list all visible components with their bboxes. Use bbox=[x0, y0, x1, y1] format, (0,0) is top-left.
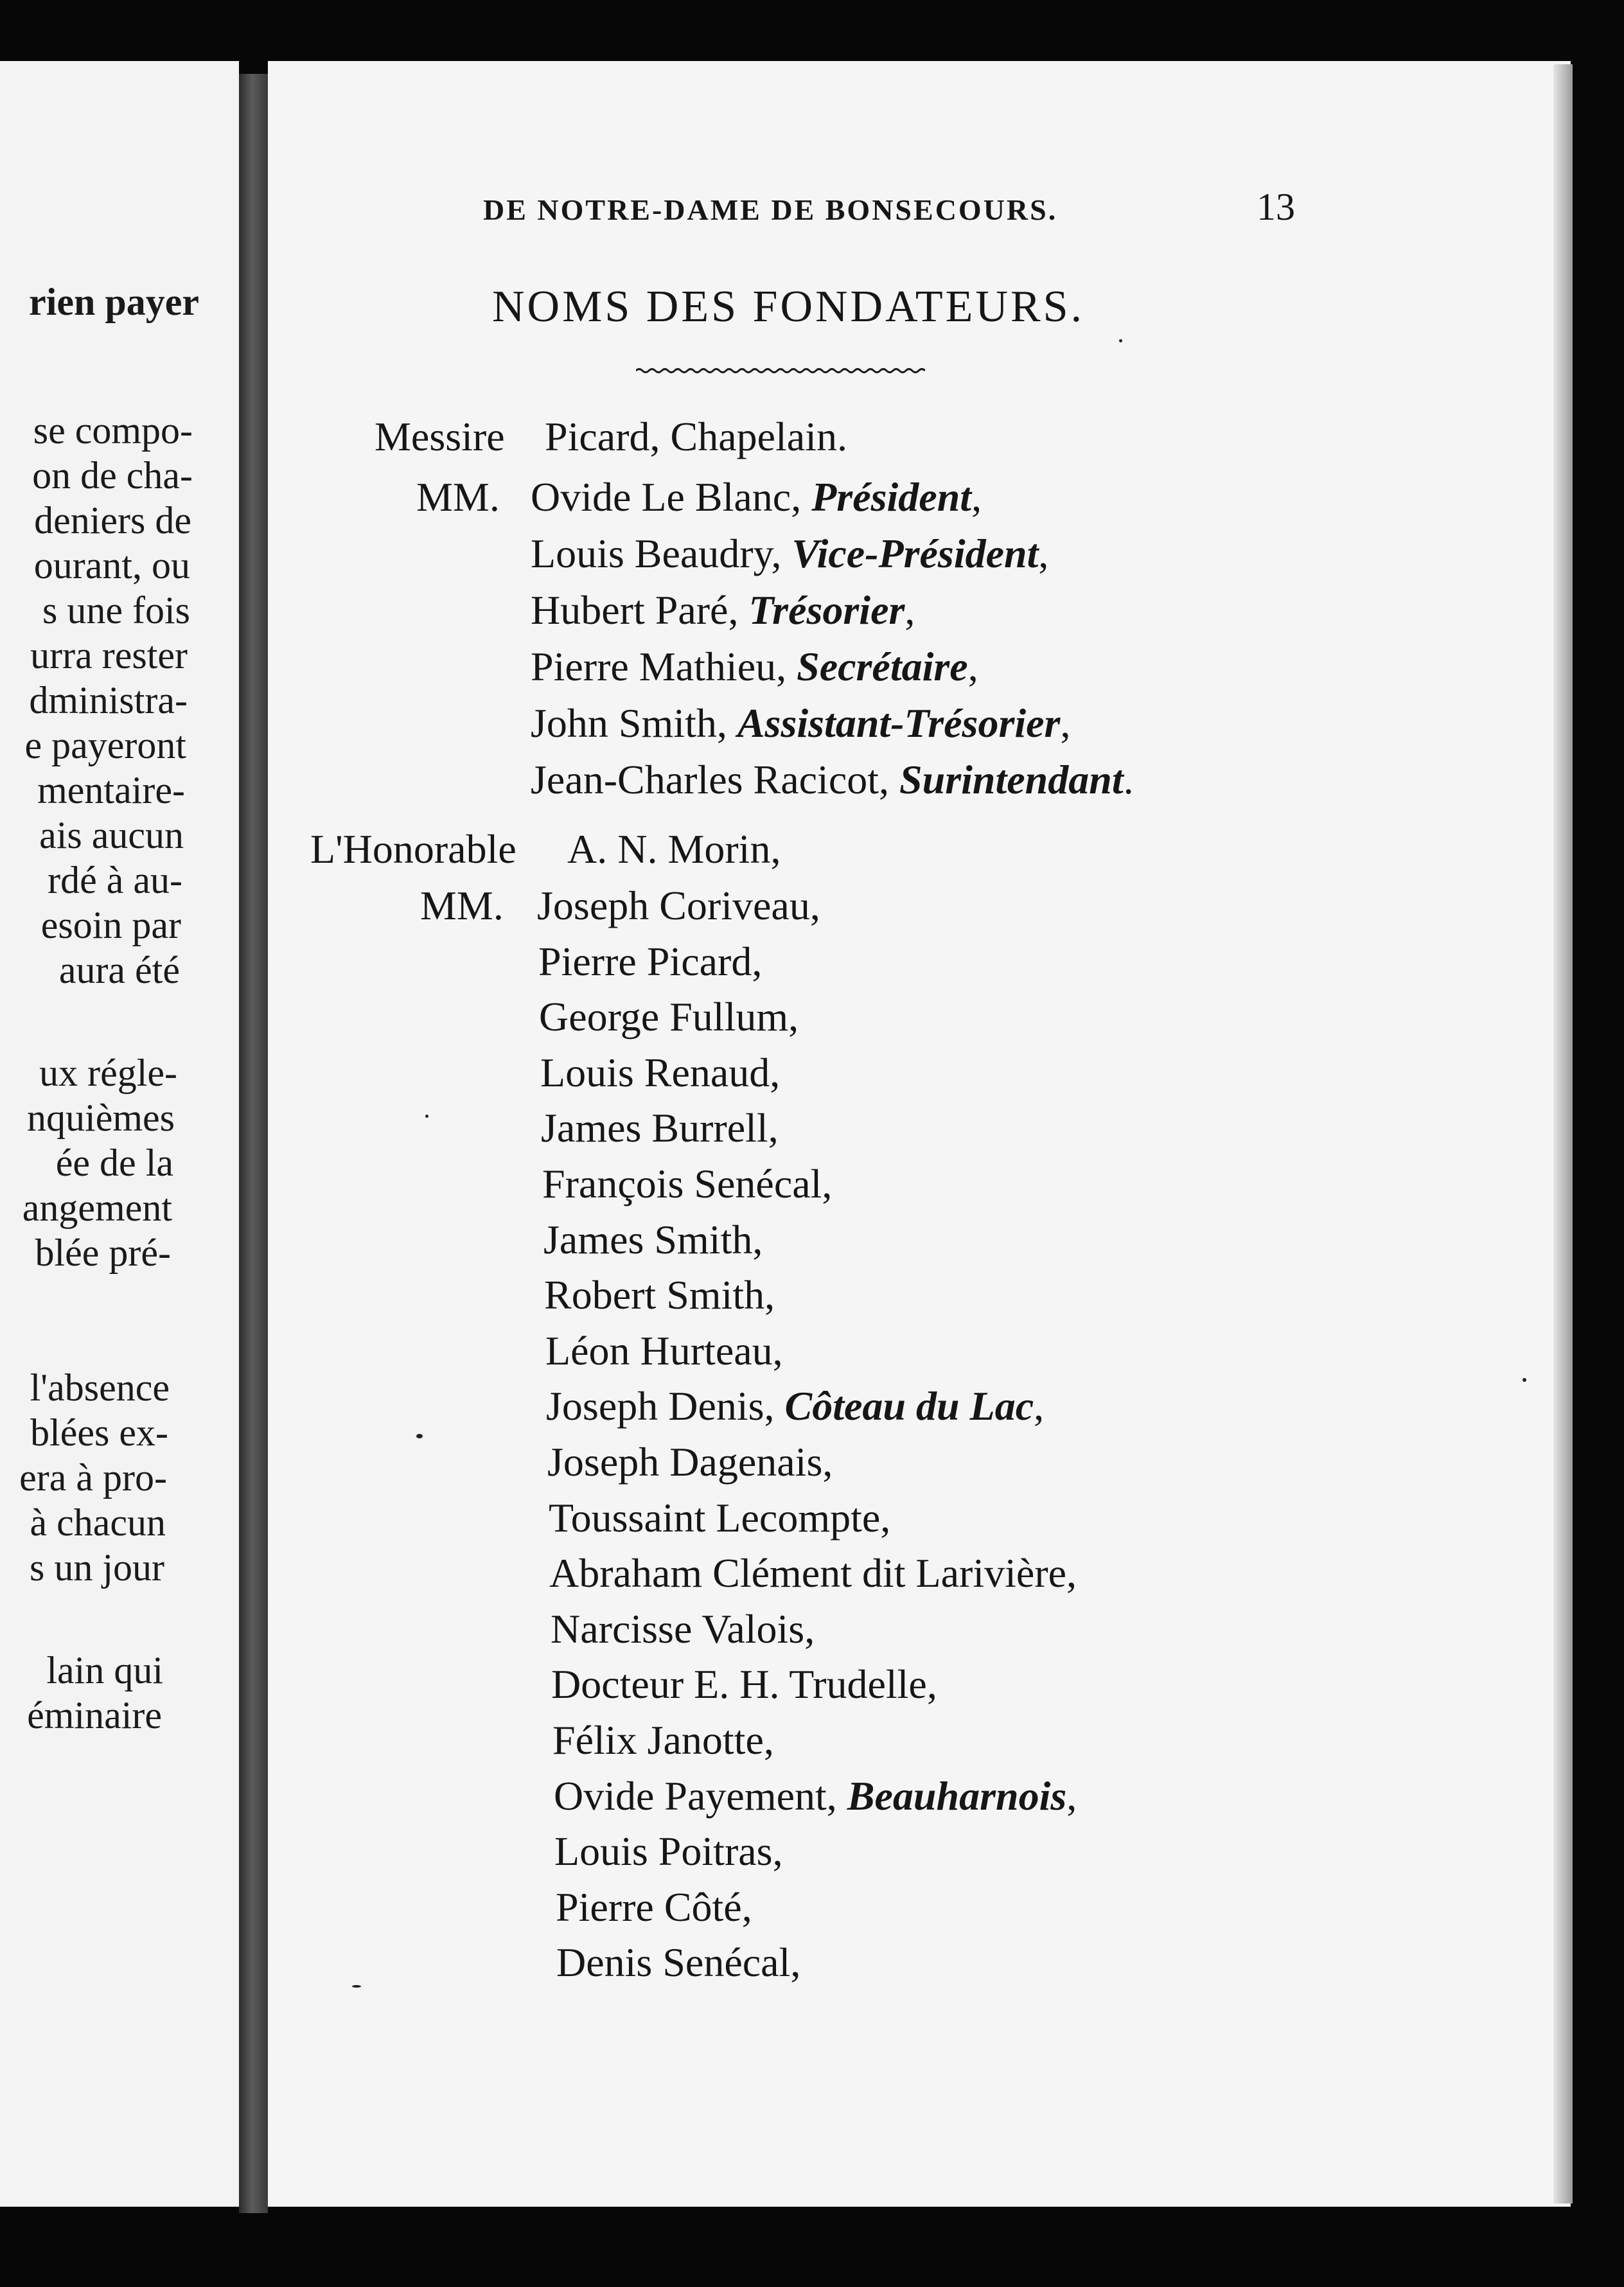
officer-entry-name: Jean-Charles Racicot, bbox=[531, 757, 899, 802]
chaplain-prefix: Messire bbox=[375, 414, 505, 459]
left-page-line: rdé à au- bbox=[48, 859, 182, 901]
member-entry-name: Pierre Picard, bbox=[538, 938, 763, 984]
members-prefix: MM. bbox=[420, 883, 504, 928]
book-gutter bbox=[239, 74, 268, 2213]
member-entry bbox=[549, 1550, 1077, 1596]
member-entry bbox=[552, 1717, 774, 1763]
member-entry bbox=[538, 938, 763, 984]
member-entry bbox=[540, 1049, 781, 1095]
member-entry bbox=[549, 1494, 891, 1541]
member-entry bbox=[541, 1105, 779, 1151]
member-entry-name: Narcisse Valois, bbox=[551, 1605, 815, 1652]
right-page bbox=[268, 61, 1571, 2207]
officer-entry-role: Surintendant bbox=[899, 757, 1124, 802]
member-entry-name: Robert Smith, bbox=[544, 1272, 775, 1318]
paper-speck bbox=[416, 1434, 423, 1438]
member-entry bbox=[542, 1163, 832, 1205]
left-page-line: e payeront bbox=[24, 724, 186, 766]
member-entry bbox=[545, 1327, 783, 1373]
member-entry-name: Louis Poitras, bbox=[554, 1828, 783, 1875]
left-page-line: à chacun bbox=[30, 1501, 166, 1544]
left-page-line: lain qui bbox=[46, 1649, 163, 1691]
officer-entry-name: John Smith, bbox=[531, 700, 737, 746]
member-entry-name: Ovide Payement, bbox=[554, 1772, 847, 1819]
officer-entry-name: Hubert Paré, bbox=[531, 587, 749, 633]
member-entry-name: George Fullum, bbox=[539, 994, 799, 1040]
left-page-line: ourant, ou bbox=[33, 544, 190, 587]
officer-entry-punctuation: , bbox=[967, 644, 978, 689]
left-page-line: deniers de bbox=[34, 499, 191, 542]
decorative-rule bbox=[636, 367, 925, 374]
officer-entry bbox=[531, 646, 978, 687]
member-entry bbox=[544, 1272, 775, 1318]
officer-entry-role: Président bbox=[811, 474, 972, 520]
member-entry bbox=[546, 1383, 1045, 1429]
officer-entry bbox=[531, 533, 1048, 574]
paper-speck bbox=[1522, 1378, 1526, 1382]
officer-entry-role: Assistant-Trésorier bbox=[737, 700, 1061, 746]
section-title: NOMS DES FONDATEURS. bbox=[492, 282, 1085, 331]
member-entry-name: Abraham Clément dit Larivière, bbox=[549, 1550, 1077, 1596]
left-page-line: ux régle- bbox=[39, 1052, 177, 1094]
member-entry-place: Côteau du Lac bbox=[784, 1383, 1034, 1429]
member-entry bbox=[551, 1661, 937, 1708]
left-page-line: rien payer bbox=[29, 281, 199, 323]
member-entry-name: Joseph Coriveau, bbox=[537, 883, 820, 928]
officer-entry-name: Ovide Le Blanc, bbox=[531, 474, 812, 520]
left-page-line: era à pro- bbox=[19, 1456, 167, 1499]
officer-entry bbox=[531, 587, 915, 633]
member-entry bbox=[537, 885, 820, 926]
left-page-line: esoin par bbox=[40, 904, 181, 946]
running-head: DE NOTRE-DAME DE BONSECOURS. bbox=[483, 193, 1058, 226]
paper-speck bbox=[425, 1115, 428, 1118]
left-page-line: se compo- bbox=[33, 409, 193, 452]
member-entry bbox=[554, 1828, 783, 1875]
member-entry-name: Louis Renaud, bbox=[540, 1049, 781, 1095]
member-entry-name: Denis Senécal, bbox=[556, 1939, 801, 1986]
officer-entry-punctuation: , bbox=[971, 474, 982, 520]
left-page-line: urra rester bbox=[30, 634, 188, 676]
member-entry-place: Beauharnois bbox=[847, 1772, 1067, 1819]
paper-speck bbox=[1119, 339, 1122, 342]
honorable-prefix: L'Honorable bbox=[310, 826, 516, 872]
member-entry-name: James Burrell, bbox=[541, 1105, 779, 1151]
chaplain-name: Picard, Chapelain. bbox=[545, 414, 847, 459]
member-entry bbox=[547, 1439, 833, 1485]
left-page-line: blée pré- bbox=[35, 1232, 171, 1274]
officer-entry-punctuation: , bbox=[1038, 531, 1049, 576]
left-page bbox=[0, 61, 239, 2207]
member-entry bbox=[556, 1884, 752, 1930]
officer-entry-role: Secrétaire bbox=[797, 644, 968, 689]
honorable-name: A. N. Morin, bbox=[567, 826, 781, 872]
page-number: 13 bbox=[1257, 186, 1295, 228]
page-edge-shadow bbox=[1553, 64, 1573, 2203]
member-entry bbox=[543, 1216, 763, 1262]
left-page-line: s un jour bbox=[30, 1546, 164, 1589]
left-page-line: nquièmes bbox=[27, 1097, 175, 1139]
left-page-line: s une fois bbox=[42, 589, 190, 631]
left-page-line: aura été bbox=[58, 949, 180, 991]
left-page-line: dministra- bbox=[29, 679, 188, 721]
officer-entry-punctuation: , bbox=[1060, 700, 1071, 746]
left-page-line: blées ex- bbox=[30, 1411, 168, 1454]
member-entry bbox=[554, 1772, 1077, 1819]
officer-entry-name: Louis Beaudry, bbox=[531, 531, 792, 576]
left-page-line: angement bbox=[22, 1187, 172, 1229]
member-entry-punctuation: , bbox=[1066, 1772, 1077, 1819]
member-entry-name: Docteur E. H. Trudelle, bbox=[551, 1661, 937, 1708]
member-entry-name: Joseph Denis, bbox=[546, 1383, 785, 1429]
member-entry-name: Léon Hurteau, bbox=[545, 1327, 783, 1373]
left-page-line: l'absence bbox=[30, 1366, 170, 1409]
officer-entry bbox=[531, 700, 1071, 746]
left-page-line: ée de la bbox=[55, 1142, 173, 1184]
left-page-line: on de cha- bbox=[32, 454, 193, 497]
member-entry bbox=[551, 1605, 815, 1652]
officer-entry bbox=[531, 759, 1134, 800]
officer-entry-role: Trésorier bbox=[748, 587, 905, 633]
member-entry-name: Toussaint Lecompte, bbox=[549, 1494, 891, 1541]
officer-entry-name: Pierre Mathieu, bbox=[531, 644, 797, 689]
member-entry-name: François Senécal, bbox=[542, 1161, 833, 1206]
member-entry-name: James Smith, bbox=[543, 1216, 763, 1262]
member-entry-punctuation: , bbox=[1034, 1383, 1045, 1429]
left-page-line: ais aucun bbox=[39, 814, 184, 856]
officer-entry-punctuation: . bbox=[1123, 757, 1134, 802]
member-entry-name: Pierre Côté, bbox=[556, 1884, 752, 1930]
officer-entry-punctuation: , bbox=[905, 587, 915, 633]
left-page-line: mentaire- bbox=[37, 769, 185, 811]
officer-entry-role: Vice-Président bbox=[791, 531, 1039, 576]
member-entry-name: Joseph Dagenais, bbox=[547, 1439, 833, 1485]
member-entry bbox=[556, 1939, 801, 1986]
paper-speck bbox=[352, 1985, 361, 1988]
officers-prefix: MM. bbox=[416, 474, 500, 520]
member-entry bbox=[539, 996, 799, 1038]
officer-entry bbox=[531, 474, 982, 520]
left-page-line: éminaire bbox=[27, 1694, 162, 1736]
member-entry-name: Félix Janotte, bbox=[552, 1717, 774, 1763]
